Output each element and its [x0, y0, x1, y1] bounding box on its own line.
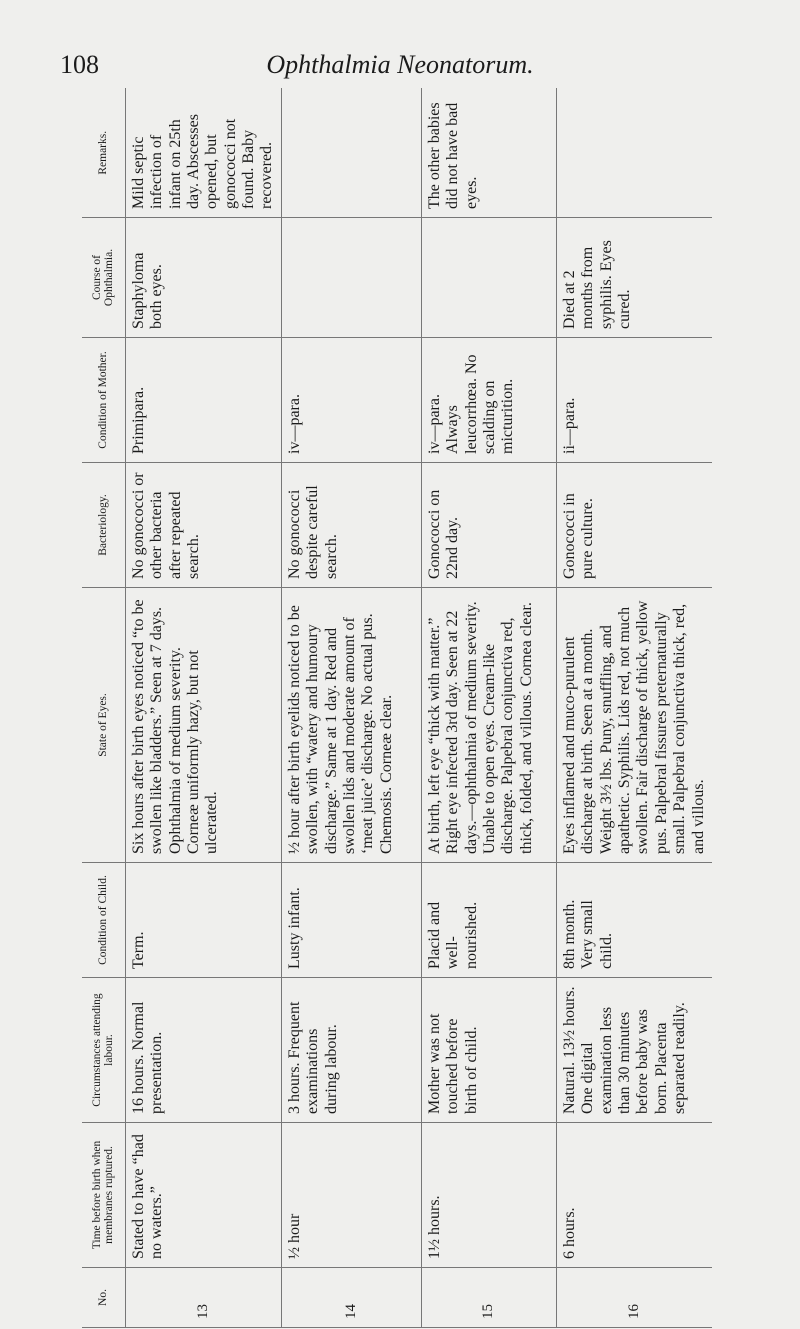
- cell-eyes: At birth, left eye “thick with matter.” Right eye infected 3rd day. Seen at 22 days.—ophthalmia of medium severity. Unable to open eyes. Cream-like discharge. Palpebral conjunctiva red, thick, folded, and villous. Cornea clear.: [421, 588, 556, 863]
- cell-remarks: Mild septic infection of infant on 25th day. Abscesses opened, but gonococci not found. Baby recovered.: [125, 89, 281, 218]
- col-header-remarks: Remarks.: [82, 89, 125, 218]
- cell-child: Placid and well-nourished.: [421, 863, 556, 978]
- cell-no: 15: [421, 1268, 556, 1328]
- cell-course: Staphyloma both eyes.: [125, 218, 281, 338]
- col-header-no: No.: [82, 1268, 125, 1328]
- cell-bacteriology: No gonococci despite careful search.: [281, 463, 421, 588]
- col-header-time: Time before birth when membranes ruptured.: [82, 1123, 125, 1268]
- header-row: [82, 89, 125, 1328]
- cell-child: Lusty infant.: [281, 863, 421, 978]
- cell-eyes: Eyes inflamed and muco-purulent discharge at birth. Seen at a month. Weight 3½ lbs. Puny, snuffling, and apathetic. Syphilis. Lids red, not much swollen. Fair discharge of thick, yellow pus. Palpebral fissures preternaturally small. Palpebral conjunctiva thick, red, and villous.: [556, 588, 712, 863]
- cell-no: 14: [281, 1268, 421, 1328]
- cell-bacteriology: No gonococci or other bacteria after repeated search.: [125, 463, 281, 588]
- cell-mother: iv—para.: [281, 338, 421, 463]
- cell-course: [281, 218, 421, 338]
- cell-labour: Natural. 13½ hours. One digital examination less than 30 minutes before baby was born. Placenta separated readily.: [556, 978, 712, 1123]
- cell-remarks: The other babies did not have bad eyes.: [421, 89, 556, 218]
- cell-eyes: Six hours after birth eyes noticed “to be swollen like bladders.” Seen at 7 days. Ophthalmia of medium severity. Corneæ uniformly hazy, but not ulcerated.: [125, 588, 281, 863]
- cell-labour: 16 hours. Normal presentation.: [125, 978, 281, 1123]
- cell-mother: iv—para. Always leucorrhœa. No scalding on micturition.: [421, 338, 556, 463]
- col-header-eyes: State of Eyes.: [82, 588, 125, 863]
- cell-remarks: [281, 89, 421, 218]
- col-header-mother: Condition of Mother.: [82, 338, 125, 463]
- col-header-child: Condition of Child.: [82, 863, 125, 978]
- cell-time: 6 hours.: [556, 1123, 712, 1268]
- cell-bacteriology: Gonococci on 22nd day.: [421, 463, 556, 588]
- cell-labour: Mother was not touched before birth of child.: [421, 978, 556, 1123]
- table-row: [556, 89, 712, 1328]
- cell-no: 13: [125, 1268, 281, 1328]
- col-header-labour: Circumstances attending labour.: [82, 978, 125, 1123]
- case-table: [82, 89, 712, 1328]
- col-header-bacteriology: Bacteriology.: [82, 463, 125, 588]
- cell-time: 1½ hours.: [421, 1123, 556, 1268]
- running-title: Ophthalmia Neonatorum.: [266, 50, 534, 79]
- cell-child: 8th month. Very small child.: [556, 863, 712, 978]
- cell-labour: 3 hours. Frequent examinations during labour.: [281, 978, 421, 1123]
- cell-remarks: [556, 89, 712, 218]
- table-row: [281, 89, 421, 1328]
- table-row: [421, 89, 556, 1328]
- cell-eyes: ½ hour after birth eyelids noticed to be swollen, with “watery and humoury discharge.” Same at 1 day. Red and swollen lids and moderate amount of ‘meat juice’ discharge. No actual pus. Chemosis. Corneæ clear.: [281, 588, 421, 863]
- table-row: [125, 89, 281, 1328]
- cell-course: [421, 218, 556, 338]
- page-number: 108: [60, 50, 99, 79]
- cell-child: Term.: [125, 863, 281, 978]
- cell-bacteriology: Gonococci in pure culture.: [556, 463, 712, 588]
- cell-mother: Primipara.: [125, 338, 281, 463]
- col-header-course: Course of Ophthalmia.: [82, 218, 125, 338]
- cell-mother: ii—para.: [556, 338, 712, 463]
- cell-time: Stated to have “had no waters.”: [125, 1123, 281, 1268]
- cell-no: 16: [556, 1268, 712, 1328]
- cell-time: ½ hour: [281, 1123, 421, 1268]
- cell-course: Died at 2 months from syphilis. Eyes cured.: [556, 218, 712, 338]
